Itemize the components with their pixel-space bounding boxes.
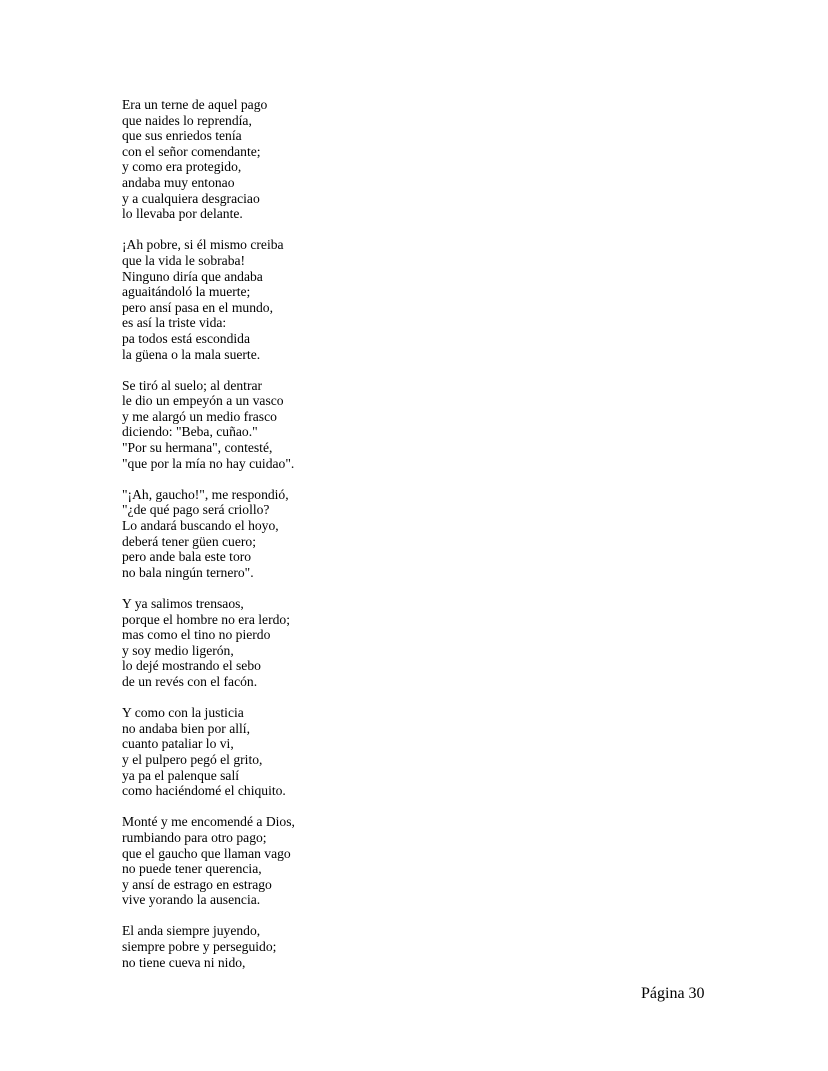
verse-line: que sus enriedos tenía [122, 128, 242, 144]
verse-line: aguaitándoló la muerte; [122, 284, 251, 300]
verse-line: deberá tener güen cuero; [122, 533, 256, 549]
verse-line: es así la triste vida: [122, 315, 227, 331]
verse-line: que el gaucho que llaman vago [122, 845, 291, 861]
verse-line: "¿de qué pago será criollo? [122, 502, 270, 518]
verse-line: mas como el tino no pierdo [122, 627, 271, 643]
verse-line: como haciéndomé el chiquito. [122, 783, 286, 799]
verse-line: no puede tener querencia, [122, 861, 262, 877]
verse-line: y el pulpero pegó el grito, [122, 751, 263, 767]
verse-line: andaba muy entonao [122, 174, 235, 190]
verse-line: Era un terne de aquel pago [122, 97, 268, 112]
verse-line: Monté y me encomendé a Dios, [122, 814, 295, 830]
stanza [122, 237, 295, 362]
verse-line: pa todos está escondida [122, 330, 250, 346]
stanza [122, 487, 295, 581]
verse-line: Lo andará buscando el hoyo, [122, 518, 279, 534]
verse-line: porque el hombre no era lerdo; [122, 611, 290, 627]
verse-line: y soy medio ligerón, [122, 642, 234, 658]
verse-line: y ansí de estrago en estrago [122, 876, 272, 892]
verse-line: que la vida le sobraba! [122, 252, 246, 268]
stanza [122, 923, 295, 970]
poem-body [122, 97, 295, 986]
verse-line: no bala ningún ternero". [122, 564, 254, 580]
stanza [122, 378, 295, 472]
verse-line: Se tiró al suelo; al dentrar [122, 377, 263, 393]
verse-line: y a cualquiera desgraciao [122, 190, 260, 206]
verse-line: con el señor comendante; [122, 143, 261, 159]
verse-line: cuanto pataliar lo vi, [122, 736, 234, 752]
verse-line: le dio un empeyón a un vasco [122, 393, 284, 409]
verse-line: y me alargó un medio frasco [122, 408, 277, 424]
verse-line: ya pa el palenque salí [122, 767, 240, 783]
verse-line: "¡Ah, gaucho!", me respondió, [122, 486, 289, 502]
stanza [122, 596, 295, 690]
verse-line: y como era protegido, [122, 159, 242, 175]
verse-line: siempre pobre y perseguido; [122, 939, 277, 955]
verse-line: "Por su hermana", contesté, [122, 440, 273, 456]
stanza [122, 814, 295, 908]
verse-line: de un revés con el facón. [122, 673, 258, 689]
page-number: Página 30 [641, 985, 705, 1002]
verse-line: diciendo: "Beba, cuñao." [122, 424, 258, 440]
stanza [122, 705, 295, 799]
verse-line: que naides lo reprendía, [122, 112, 252, 128]
verse-line: rumbiando para otro pago; [122, 829, 267, 845]
verse-line: pero ansí pasa en el mundo, [122, 299, 273, 315]
verse-line: El anda siempre juyendo, [122, 923, 261, 939]
verse-line: lo llevaba por delante. [122, 206, 243, 222]
verse-line: ¡Ah pobre, si él mismo creiba [122, 237, 284, 253]
verse-line: la güena o la mala suerte. [122, 346, 261, 362]
verse-line: no andaba bien por allí, [122, 720, 250, 736]
verse-line: "que por la mía no hay cuidao". [122, 455, 295, 471]
verse-line: vive yorando la ausencia. [122, 892, 261, 908]
stanza [122, 97, 295, 222]
verse-line: lo dejé mostrando el sebo [122, 658, 261, 674]
verse-line: Y ya salimos trensaos, [122, 596, 244, 611]
verse-line: Ninguno diría que andaba [122, 268, 263, 284]
verse-line: pero ande bala este toro [122, 549, 252, 565]
verse-line: no tiene cueva ni nido, [122, 954, 246, 970]
verse-line: Y como con la justicia [122, 705, 244, 721]
